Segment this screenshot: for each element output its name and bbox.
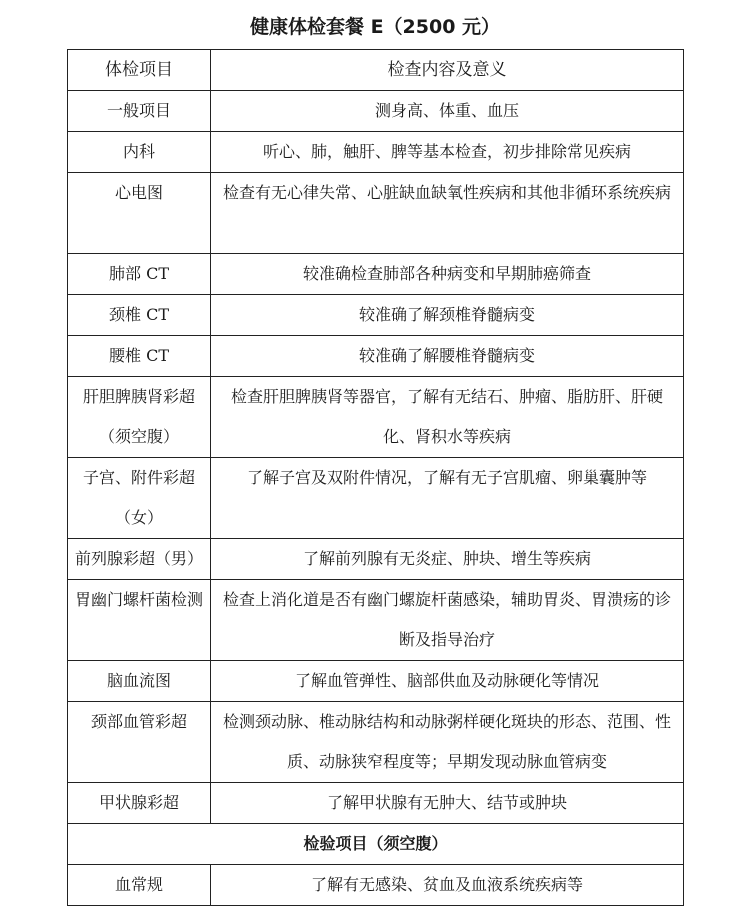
row-item: 肺部 CT <box>68 254 211 295</box>
table-row <box>68 539 684 580</box>
row-item: 颈椎 CT <box>68 295 211 336</box>
table-row <box>68 295 684 336</box>
table-row <box>68 336 684 377</box>
table-row <box>68 132 684 173</box>
row-content: 较准确了解颈椎脊髓病变 <box>211 295 684 336</box>
table-row <box>68 458 684 539</box>
row-item: 前列腺彩超（男） <box>68 539 211 580</box>
row-content: 较准确了解腰椎脊髓病变 <box>211 336 684 377</box>
table-row <box>68 661 684 702</box>
table-row <box>68 702 684 783</box>
row-item: 子宫、附件彩超（女） <box>68 458 211 539</box>
table-row <box>68 865 684 906</box>
table-row <box>68 783 684 824</box>
table-header-row <box>68 50 684 91</box>
section-title-lab: 检验项目（须空腹） <box>68 824 684 865</box>
row-content: 检测颈动脉、椎动脉结构和动脉粥样硬化斑块的形态、范围、性质、动脉狭窄程度等；早期发现动脉血管病变 <box>211 702 684 783</box>
row-content: 检查有无心律失常、心脏缺血缺氧性疾病和其他非循环系统疾病 <box>211 173 684 254</box>
table-row <box>68 377 684 458</box>
row-content: 了解子宫及双附件情况，了解有无子宫肌瘤、卵巢囊肿等 <box>211 458 684 539</box>
table-row <box>68 254 684 295</box>
row-content: 了解甲状腺有无肿大、结节或肿块 <box>211 783 684 824</box>
row-content: 听心、肺，触肝、脾等基本检查，初步排除常见疾病 <box>211 132 684 173</box>
row-item: 甲状腺彩超 <box>68 783 211 824</box>
row-item: 内科 <box>68 132 211 173</box>
row-content: 了解血管弹性、脑部供血及动脉硬化等情况 <box>211 661 684 702</box>
row-item: 血常规 <box>68 865 211 906</box>
table-row <box>68 91 684 132</box>
header-content: 检查内容及意义 <box>211 50 684 91</box>
row-item: 脑血流图 <box>68 661 211 702</box>
row-content: 测身高、体重、血压 <box>211 91 684 132</box>
table-row <box>68 580 684 661</box>
row-item: 颈部血管彩超 <box>68 702 211 783</box>
row-content: 较准确检查肺部各种病变和早期肺癌筛查 <box>211 254 684 295</box>
row-item: 心电图 <box>68 173 211 254</box>
row-content: 检查上消化道是否有幽门螺旋杆菌感染，辅助胃炎、胃溃疡的诊断及指导治疗 <box>211 580 684 661</box>
row-item: 肝胆脾胰肾彩超（须空腹） <box>68 377 211 458</box>
page-title: 健康体检套餐 E（2500 元） <box>249 16 501 38</box>
row-item: 一般项目 <box>68 91 211 132</box>
row-content: 了解有无感染、贫血及血液系统疾病等 <box>211 865 684 906</box>
row-content: 检查肝胆脾胰肾等器官，了解有无结石、肿瘤、脂肪肝、肝硬化、肾积水等疾病 <box>211 377 684 458</box>
row-item: 腰椎 CT <box>68 336 211 377</box>
row-item: 胃幽门螺杆菌检测 <box>68 580 211 661</box>
row-content: 了解前列腺有无炎症、肿块、增生等疾病 <box>211 539 684 580</box>
section-header-row <box>68 824 684 865</box>
header-item: 体检项目 <box>68 50 211 91</box>
table-row <box>68 173 684 254</box>
checkup-package-table <box>67 49 684 906</box>
